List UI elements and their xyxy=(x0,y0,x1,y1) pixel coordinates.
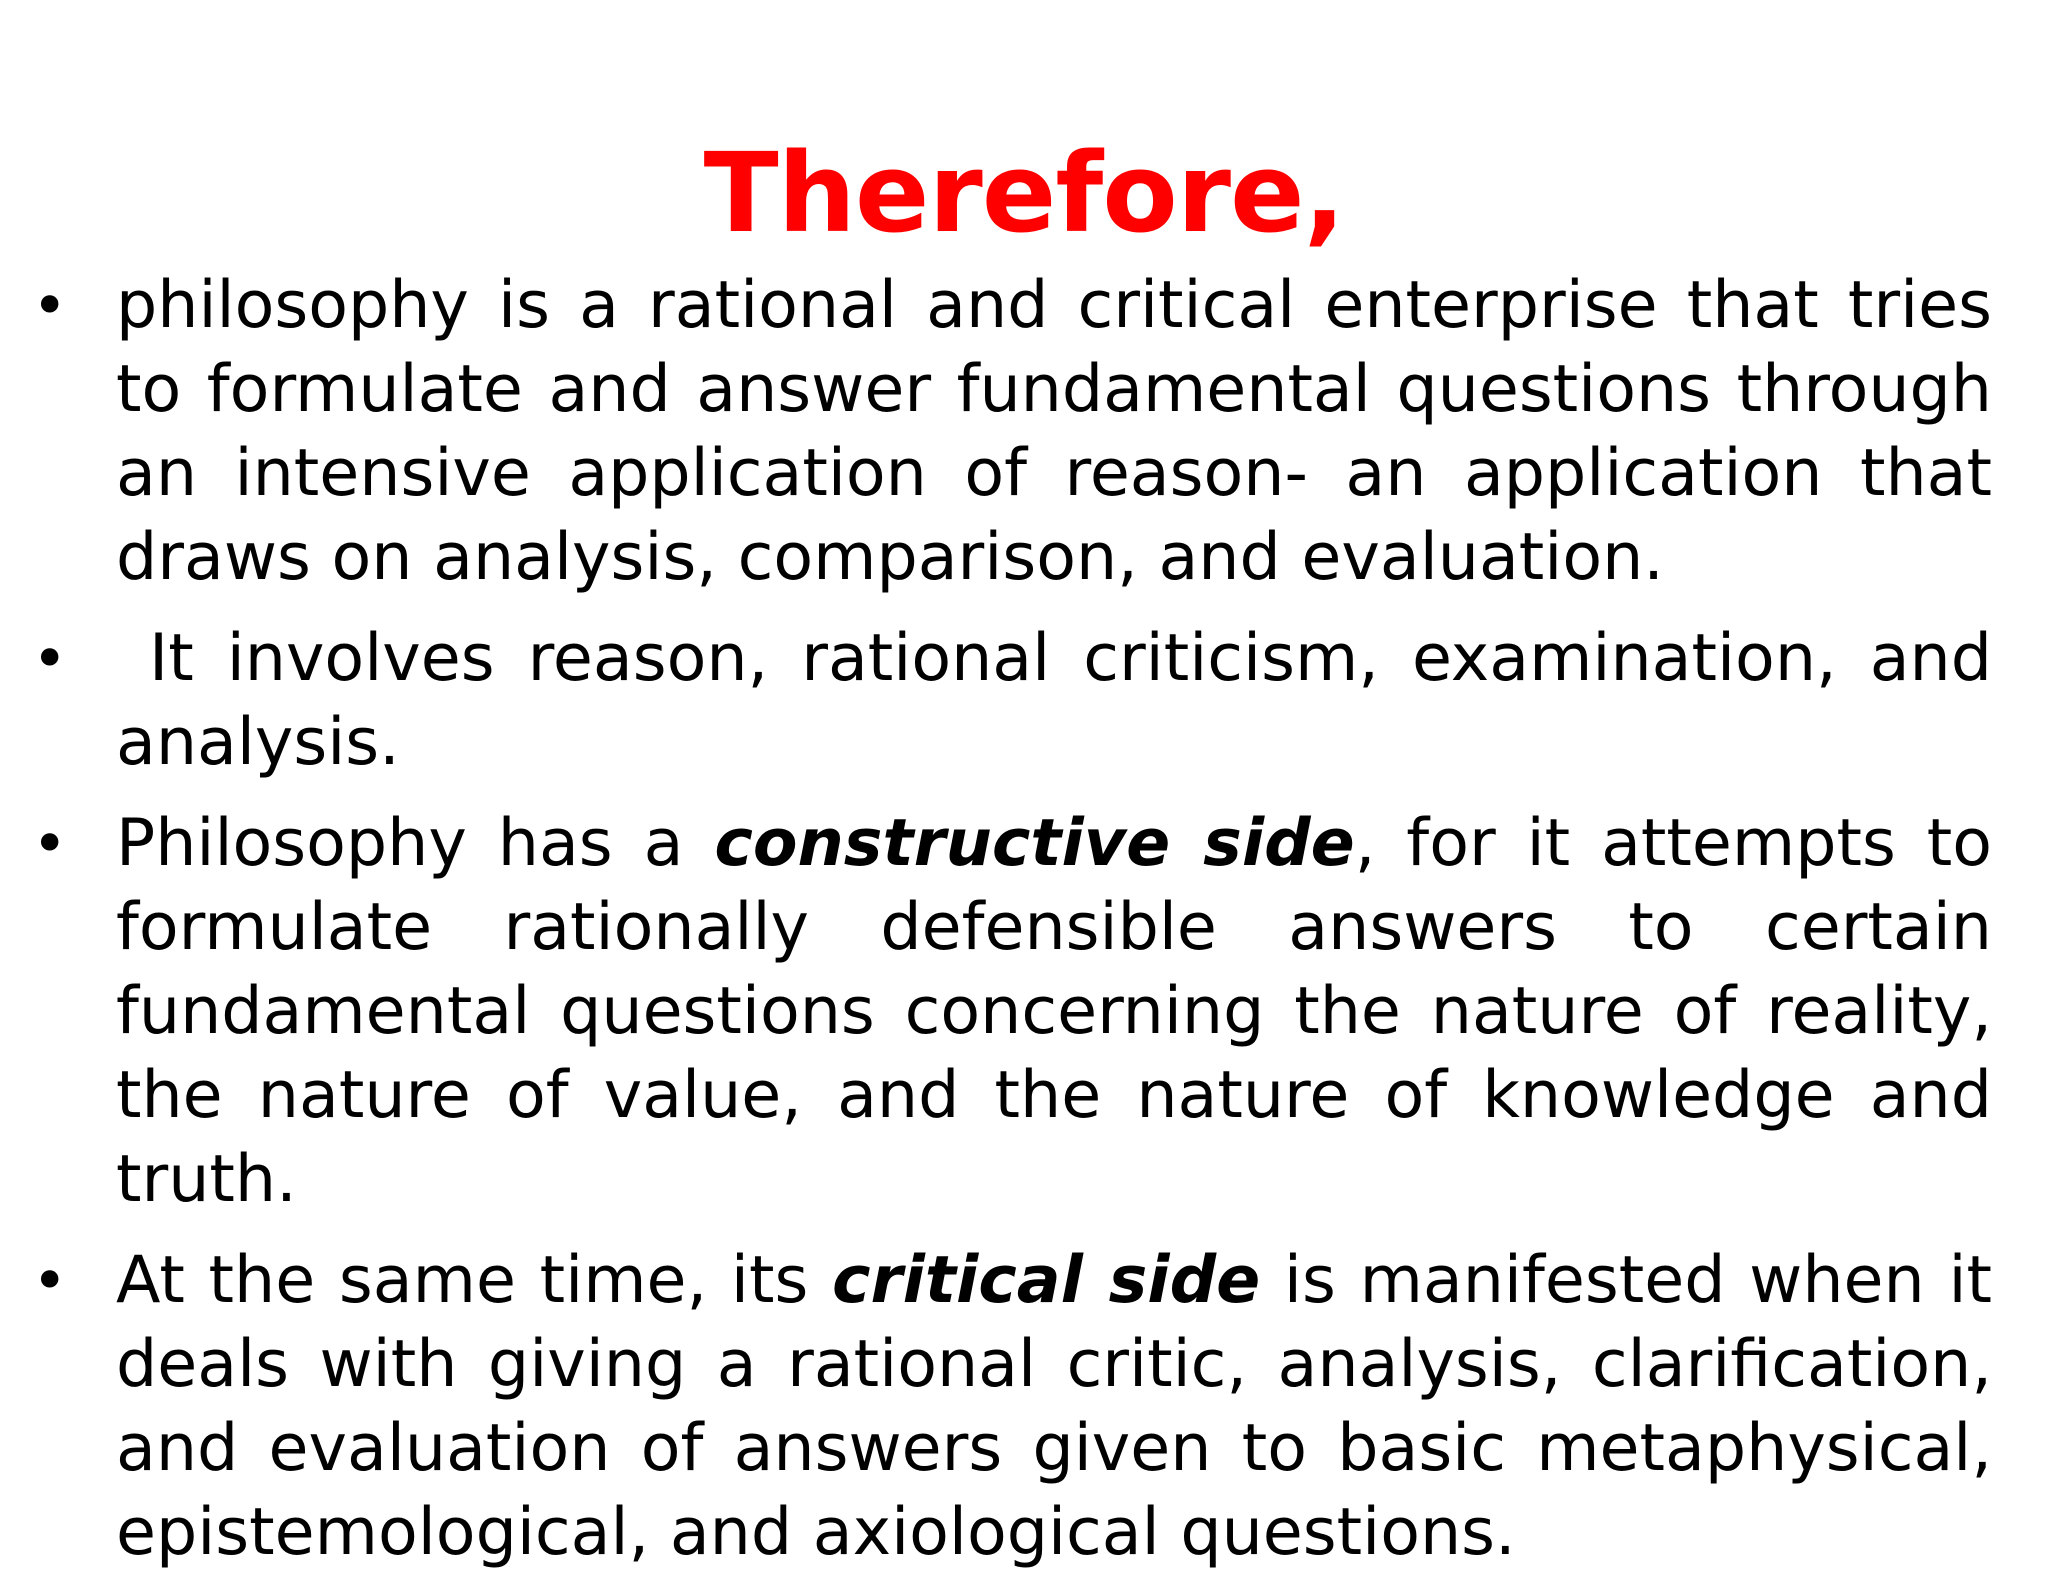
bullet-text-pre: Philosophy has a xyxy=(116,806,715,881)
bullet-item-3 xyxy=(32,802,1992,1222)
bullet-text-pre: At the same time, its xyxy=(116,1243,833,1318)
slide-title: Therefore, xyxy=(703,129,1345,257)
emphasis-critical-side: critical side xyxy=(832,1243,1261,1318)
bullet-list xyxy=(32,264,2013,1592)
bullet-item-1 xyxy=(32,264,1992,600)
bullet-item-2 xyxy=(32,617,2013,785)
bullet-dot-icon: • xyxy=(32,271,68,341)
bullet-text: philosophy is a rational and critical enterprise that tries to formulate and answer fundamental questions through an intensive application of reason- an application that draws on analysis, comparison, and evaluation. xyxy=(116,268,1992,595)
bullet-text-post: is manifested when it deals with giving a rational critic, analysis, clarification, and evaluation of answers given to basic metaphysical, epistemological, and axiological questions. xyxy=(116,1243,1992,1570)
bullet-text: It involves reason, rational criticism, examination, and analysis. xyxy=(116,621,2013,780)
bullet-dot-icon: • xyxy=(32,624,68,694)
bullet-text-post: , for it attempts to formulate rationally defensible answers to certain fundamental questions concerning the nature of reality, the nature of value, and the nature of knowledge and truth. xyxy=(116,806,1992,1217)
bullet-dot-icon: • xyxy=(32,1246,68,1316)
bullet-dot-icon: • xyxy=(32,809,68,879)
bullet-item-4 xyxy=(32,1239,1992,1575)
emphasis-constructive-side: constructive side xyxy=(714,806,1355,881)
